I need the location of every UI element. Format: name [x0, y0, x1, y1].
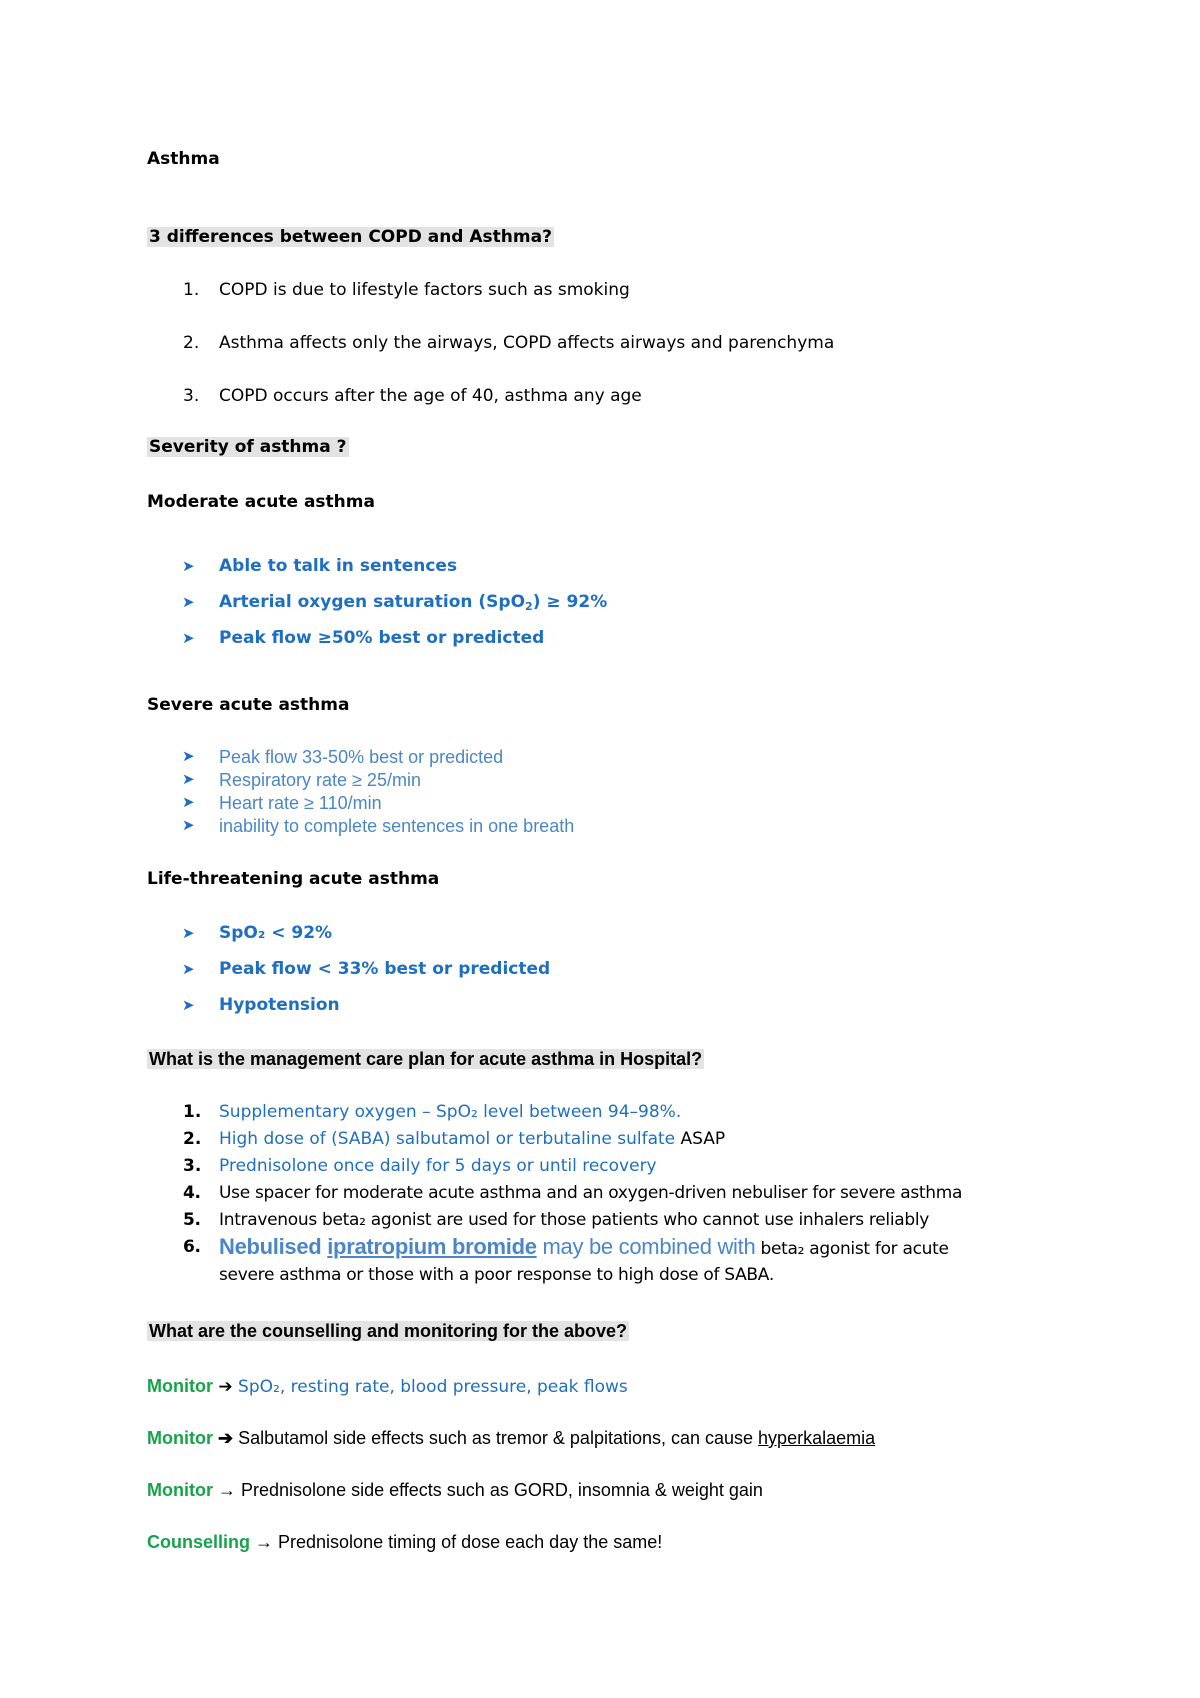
arrow-icon: ➔ — [218, 1377, 233, 1397]
arrow-bullet-icon: ➤ — [182, 593, 195, 611]
subheading-severe: Severe acute asthma — [147, 695, 350, 715]
counselling-row: Counselling → Prednisolone timing of dose each day the same! — [147, 1532, 663, 1552]
arrow-bullet-icon: ➤ — [182, 771, 195, 788]
monitor-row: Monitor ➔ Salbutamol side effects such as tremor & palpitations, can cause hyperkalaemia — [147, 1428, 876, 1448]
subheading-life-threatening: Life-threatening acute asthma — [147, 869, 440, 889]
arrow-bullet-icon: ➤ — [182, 996, 195, 1014]
list-item-continuation: severe asthma or those with a poor response to high dose of SABA. — [219, 1265, 774, 1285]
monitor-row: Monitor ➔ SpO₂, resting rate, blood pressure, peak flows — [147, 1376, 628, 1397]
arrow-bullet-icon: ➤ — [182, 629, 195, 647]
section-heading-severity: Severity of asthma ? — [149, 437, 347, 457]
arrow-icon: → — [255, 1532, 274, 1552]
arrow-bullet-icon: ➤ — [182, 748, 195, 765]
arrow-bullet-icon: ➤ — [182, 817, 195, 834]
section-heading-management: What is the management care plan for acute asthma in Hospital? — [149, 1049, 703, 1069]
arrow-bullet-icon: ➤ — [182, 924, 195, 942]
section-heading-counselling: What are the counselling and monitoring for the above? — [149, 1321, 628, 1341]
arrow-bullet-icon: ➤ — [182, 794, 195, 811]
arrow-bullet-icon: ➤ — [182, 960, 195, 978]
document-page: Asthma 3 differences between COPD and Asthma? 1. COPD is due to lifestyle factors such as smoking 2. Asthma affects only the airways, COPD affects airways and parenchyma 3. COPD occurs after the age of 40, asthma any age Severity of asthma ? Moderate acute asthma ➤ Able to talk in sentences ➤ Arterial oxygen saturation (SpO$_2$) ≥ 92% ➤ Peak flow ≥50% best or predicted Severe acute asthma ➤ Peak flow 33-50% best or predicted ➤ Respiratory rate ≥ 25/min ➤ Heart rate ≥ 110/min ➤ inability to complete sentences in one breath Life-threatening acute asthma ➤ SpO₂ < 92% ➤ Peak flow < 33% best or predicted ➤ Hypotension What is the management care plan for acute asthma in Hospital? 1. Supplementary oxygen – SpO₂ level between 94–98%. 2. High dose of (SABA) salbutamol or terbutaline sulfate ASAP 3. Prednisolone once daily for 5 days or until recovery 4. Use spacer for moderate acute asthma and an oxygen-driven nebuliser for severe asthma 5. Intravenous beta₂ agonist are used for those patients who cannot use inhalers reliably 6. Nebulised ipratropium bromide may be combined with beta₂ agonist for acute severe asthma or those with a poor response to high dose of SABA. What are the counselling and monitoring for the above? Monitor ➔ SpO₂, resting rate, blood pressure, peak flows Monitor ➔ Salbutamol side effects such as tremor & palpitations, can cause hyperkalaemia Monitor → Prednisolone side effects such as GORD, insomnia & weight gain Counselling → Prednisolone timing of dose each day the same! — [147, 149, 963, 1552]
subheading-moderate: Moderate acute asthma — [147, 492, 375, 512]
section-heading-differences: 3 differences between COPD and Asthma? — [149, 227, 552, 247]
page-title: Asthma — [147, 149, 220, 169]
arrow-icon: → — [218, 1480, 236, 1500]
arrow-icon: ➔ — [218, 1428, 234, 1448]
monitor-row: Monitor → Prednisolone side effects such as GORD, insomnia & weight gain — [147, 1480, 763, 1500]
arrow-bullet-icon: ➤ — [182, 557, 195, 575]
